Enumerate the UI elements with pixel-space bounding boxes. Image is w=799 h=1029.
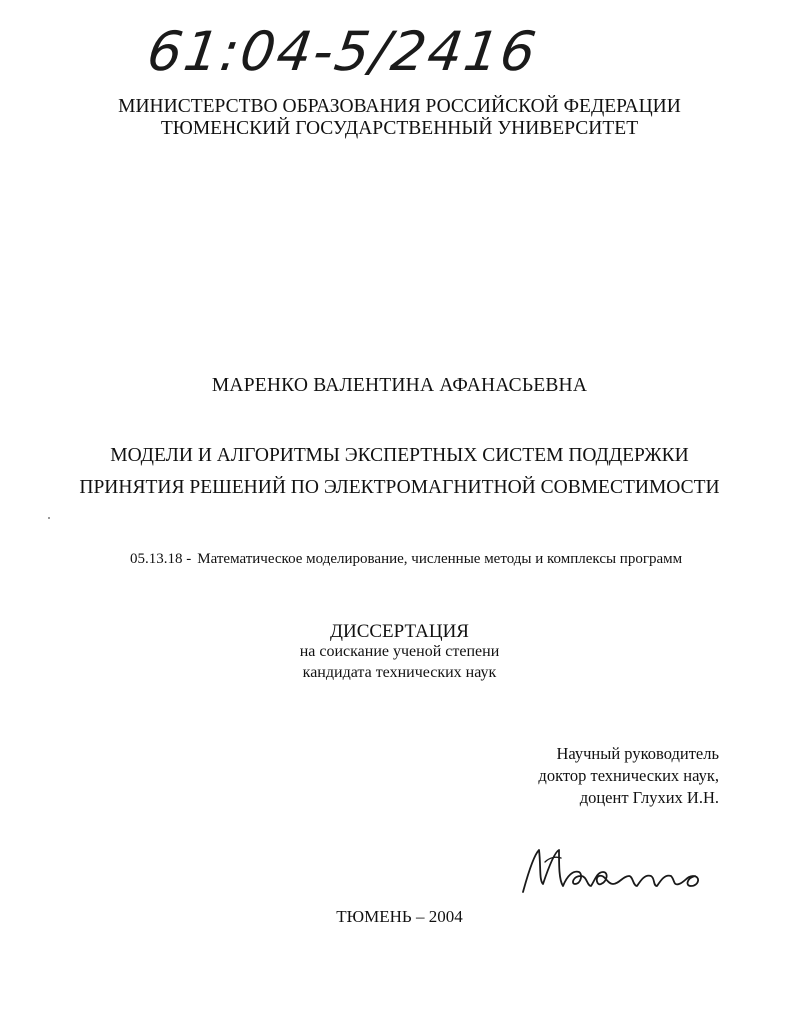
degree-line-1: на соискание ученой степени (299, 643, 500, 660)
scientific-advisor (538, 743, 719, 809)
specialty-code: 05.13.18 - (130, 551, 192, 567)
advisor-line-1: Научный руководитель (556, 744, 719, 763)
author-name: МАРЕНКО ВАЛЕНТИНА АФАНАСЬЕВНА (211, 375, 588, 396)
thesis-title-line-1: МОДЕЛИ И АЛГОРИТМЫ ЭКСПЕРТНЫХ СИСТЕМ ПОДДЕРЖКИ (110, 445, 689, 466)
specialty (130, 551, 682, 568)
ministry-name: МИНИСТЕРСТВО ОБРАЗОВАНИЯ РОССИЙСКОЙ ФЕДЕРАЦИИ (118, 96, 681, 117)
specialty-name: Математическое моделирование, численные методы и комплексы программ (197, 551, 683, 567)
handwritten-catalog-code: 61:04-5/2416 (143, 20, 542, 83)
degree-line-2: кандидата технических наук (302, 664, 497, 681)
advisor-line-2: доктор технических наук, (538, 766, 719, 785)
city-and-year: ТЮМЕНЬ – 2004 (336, 907, 463, 926)
scan-speck (48, 517, 50, 519)
advisor-line-3: доцент Глухих И.Н. (579, 788, 719, 807)
university-name: ТЮМЕНСКИЙ ГОСУДАРСТВЕННЫЙ УНИВЕРСИТЕТ (160, 118, 639, 139)
handwritten-signature (515, 840, 715, 900)
thesis-title-line-2: ПРИНЯТИЯ РЕШЕНИЙ ПО ЭЛЕКТРОМАГНИТНОЙ СОВМЕСТИМОСТИ (79, 477, 720, 498)
work-type-label: ДИССЕРТАЦИЯ (330, 621, 469, 642)
